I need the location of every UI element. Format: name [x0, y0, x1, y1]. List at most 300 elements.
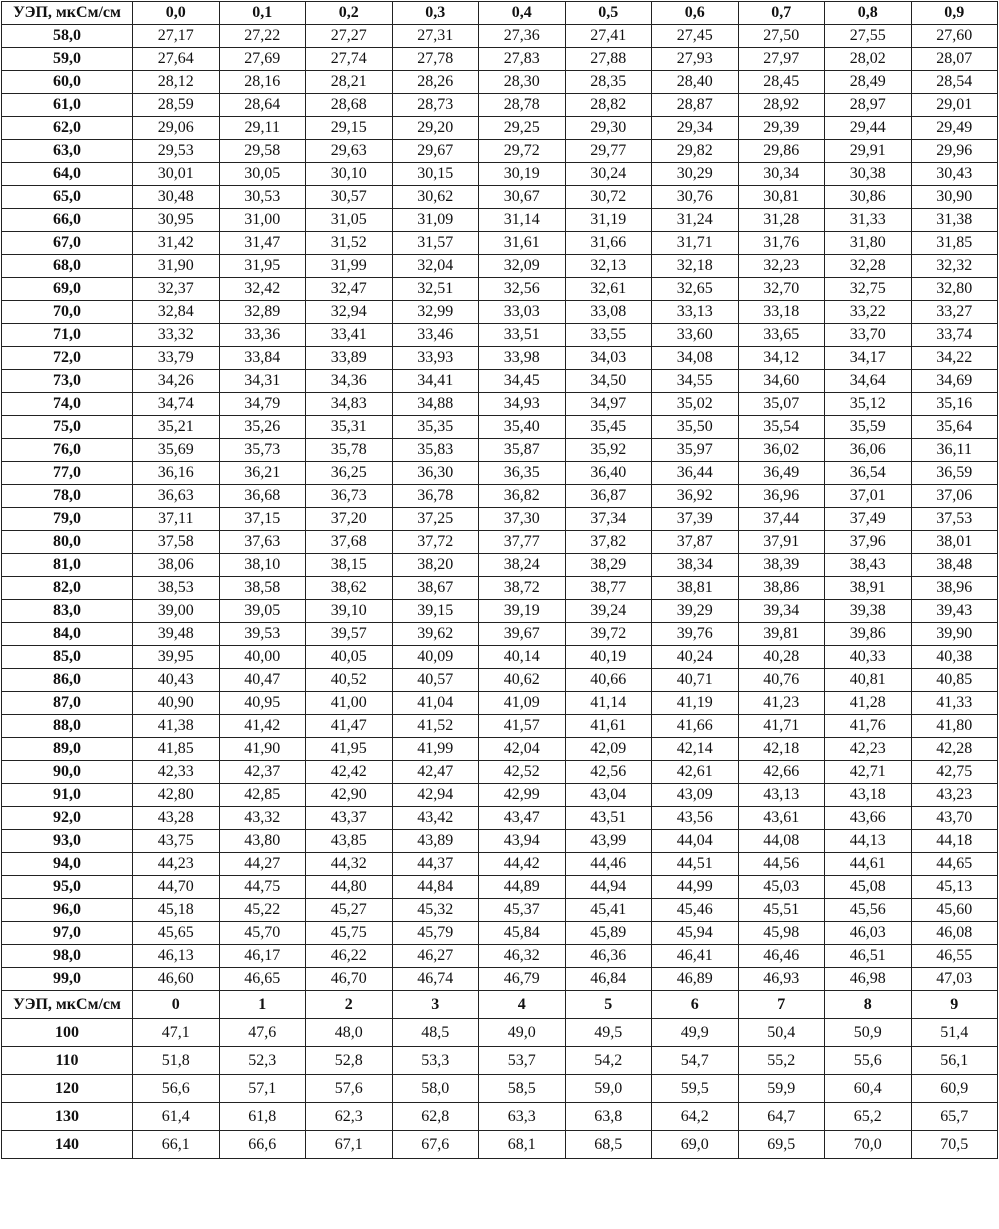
table-cell: 46,84	[565, 968, 652, 991]
table-cell: 39,00	[133, 600, 220, 623]
table-cell: 32,61	[565, 278, 652, 301]
table-row	[2, 278, 998, 301]
table-cell: 41,09	[479, 692, 566, 715]
table-cell: 42,71	[825, 761, 912, 784]
table-cell: 27,97	[738, 48, 825, 71]
table-cell: 28,68	[306, 94, 393, 117]
row-header-cell: 92,0	[2, 807, 133, 830]
table-cell: 29,63	[306, 140, 393, 163]
table-cell: 38,86	[738, 577, 825, 600]
table-cell: 27,45	[652, 25, 739, 48]
table-cell: 36,54	[825, 462, 912, 485]
table-cell: 28,07	[911, 48, 998, 71]
table-row	[2, 416, 998, 439]
table-cell: 45,56	[825, 899, 912, 922]
table-cell: 35,83	[392, 439, 479, 462]
table-cell: 32,51	[392, 278, 479, 301]
table-cell: 35,02	[652, 393, 739, 416]
table-cell: 55,2	[738, 1047, 825, 1075]
table-cell: 31,05	[306, 209, 393, 232]
table-cell: 66,1	[133, 1131, 220, 1159]
table-cell: 44,56	[738, 853, 825, 876]
table-cell: 45,46	[652, 899, 739, 922]
table-cell: 43,89	[392, 830, 479, 853]
table-cell: 40,38	[911, 646, 998, 669]
table-row	[2, 1047, 998, 1075]
table-cell: 30,19	[479, 163, 566, 186]
table-cell: 41,19	[652, 692, 739, 715]
table-cell: 31,19	[565, 209, 652, 232]
table-cell: 56,1	[911, 1047, 998, 1075]
table-cell: 44,23	[133, 853, 220, 876]
table-cell: 35,73	[219, 439, 306, 462]
table-cell: 37,68	[306, 531, 393, 554]
table-cell: 38,77	[565, 577, 652, 600]
table-cell: 38,43	[825, 554, 912, 577]
table-row	[2, 531, 998, 554]
table-cell: 50,9	[825, 1019, 912, 1047]
table-cell: 36,30	[392, 462, 479, 485]
table-cell: 40,24	[652, 646, 739, 669]
table-cell: 45,37	[479, 899, 566, 922]
table-cell: 38,15	[306, 554, 393, 577]
table-cell: 49,9	[652, 1019, 739, 1047]
column-header: 0,4	[479, 2, 566, 25]
row-header-cell: 65,0	[2, 186, 133, 209]
table-cell: 41,90	[219, 738, 306, 761]
table-cell: 38,39	[738, 554, 825, 577]
table-row	[2, 853, 998, 876]
table-cell: 46,51	[825, 945, 912, 968]
table-cell: 42,66	[738, 761, 825, 784]
table-cell: 36,02	[738, 439, 825, 462]
row-header-cell: 84,0	[2, 623, 133, 646]
column-header: 2	[306, 991, 393, 1019]
table-cell: 28,02	[825, 48, 912, 71]
table-cell: 64,7	[738, 1103, 825, 1131]
table-cell: 28,73	[392, 94, 479, 117]
table-cell: 41,61	[565, 715, 652, 738]
table-cell: 28,54	[911, 71, 998, 94]
table-cell: 35,12	[825, 393, 912, 416]
table-cell: 41,47	[306, 715, 393, 738]
table-row	[2, 899, 998, 922]
table-cell: 49,5	[565, 1019, 652, 1047]
table-cell: 38,24	[479, 554, 566, 577]
table-cell: 44,61	[825, 853, 912, 876]
table-cell: 70,0	[825, 1131, 912, 1159]
table-cell: 65,2	[825, 1103, 912, 1131]
table-cell: 44,32	[306, 853, 393, 876]
table-cell: 31,47	[219, 232, 306, 255]
table-cell: 40,81	[825, 669, 912, 692]
row-header-cell: 73,0	[2, 370, 133, 393]
table-cell: 67,6	[392, 1131, 479, 1159]
table-cell: 41,00	[306, 692, 393, 715]
row-header-cell: 83,0	[2, 600, 133, 623]
row-header-cell: 140	[2, 1131, 133, 1159]
table-cell: 28,12	[133, 71, 220, 94]
table-cell: 42,23	[825, 738, 912, 761]
table-row	[2, 186, 998, 209]
table-cell: 51,8	[133, 1047, 220, 1075]
table-cell: 31,85	[911, 232, 998, 255]
table-cell: 44,65	[911, 853, 998, 876]
table-cell: 45,41	[565, 899, 652, 922]
column-header: 1	[219, 991, 306, 1019]
table-cell: 45,22	[219, 899, 306, 922]
table-cell: 37,06	[911, 485, 998, 508]
table-row	[2, 761, 998, 784]
table-row	[2, 646, 998, 669]
table-cell: 43,18	[825, 784, 912, 807]
table-cell: 40,19	[565, 646, 652, 669]
table-cell: 40,14	[479, 646, 566, 669]
table-cell: 39,15	[392, 600, 479, 623]
table-cell: 43,80	[219, 830, 306, 853]
table-cell: 46,60	[133, 968, 220, 991]
table-cell: 35,54	[738, 416, 825, 439]
table-row	[2, 922, 998, 945]
row-header-cell: 120	[2, 1075, 133, 1103]
table-row	[2, 462, 998, 485]
table-row	[2, 485, 998, 508]
table-cell: 44,70	[133, 876, 220, 899]
table-cell: 64,2	[652, 1103, 739, 1131]
table-cell: 27,93	[652, 48, 739, 71]
table-cell: 36,96	[738, 485, 825, 508]
table-cell: 30,67	[479, 186, 566, 209]
row-header-cell: 75,0	[2, 416, 133, 439]
table-cell: 35,21	[133, 416, 220, 439]
table-cell: 38,72	[479, 577, 566, 600]
table-cell: 46,36	[565, 945, 652, 968]
table-cell: 27,27	[306, 25, 393, 48]
table-cell: 39,38	[825, 600, 912, 623]
table-cell: 39,90	[911, 623, 998, 646]
table-cell: 69,0	[652, 1131, 739, 1159]
table-cell: 40,57	[392, 669, 479, 692]
table-cell: 34,64	[825, 370, 912, 393]
table-cell: 28,64	[219, 94, 306, 117]
table-cell: 42,42	[306, 761, 393, 784]
table-cell: 34,60	[738, 370, 825, 393]
table-cell: 43,04	[565, 784, 652, 807]
row-header-cell: 67,0	[2, 232, 133, 255]
table-cell: 29,20	[392, 117, 479, 140]
table-cell: 29,44	[825, 117, 912, 140]
table-cell: 46,17	[219, 945, 306, 968]
table-cell: 43,47	[479, 807, 566, 830]
row-header-cell: 87,0	[2, 692, 133, 715]
table-cell: 27,55	[825, 25, 912, 48]
table-cell: 39,95	[133, 646, 220, 669]
table-cell: 28,82	[565, 94, 652, 117]
table-cell: 43,94	[479, 830, 566, 853]
table-cell: 37,25	[392, 508, 479, 531]
table-cell: 33,32	[133, 324, 220, 347]
table-cell: 40,90	[133, 692, 220, 715]
table-cell: 29,67	[392, 140, 479, 163]
table-cell: 30,38	[825, 163, 912, 186]
table-cell: 32,89	[219, 301, 306, 324]
table-cell: 41,80	[911, 715, 998, 738]
column-header: 0,1	[219, 2, 306, 25]
table-cell: 42,37	[219, 761, 306, 784]
table-cell: 41,99	[392, 738, 479, 761]
table-cell: 48,0	[306, 1019, 393, 1047]
table-cell: 40,76	[738, 669, 825, 692]
row-header-cell: 90,0	[2, 761, 133, 784]
row-header-cell: 78,0	[2, 485, 133, 508]
table-cell: 33,13	[652, 301, 739, 324]
table-cell: 36,11	[911, 439, 998, 462]
table-row	[2, 324, 998, 347]
table-cell: 50,4	[738, 1019, 825, 1047]
table-cell: 44,13	[825, 830, 912, 853]
table-cell: 33,74	[911, 324, 998, 347]
table-row	[2, 715, 998, 738]
column-header: 0,0	[133, 2, 220, 25]
table-cell: 44,04	[652, 830, 739, 853]
table-cell: 45,89	[565, 922, 652, 945]
row-header-cell: 72,0	[2, 347, 133, 370]
table-cell: 32,70	[738, 278, 825, 301]
table-cell: 43,32	[219, 807, 306, 830]
table-cell: 32,37	[133, 278, 220, 301]
table-cell: 43,70	[911, 807, 998, 830]
table-cell: 30,81	[738, 186, 825, 209]
table-cell: 27,83	[479, 48, 566, 71]
row-header-cell: 62,0	[2, 117, 133, 140]
table-cell: 42,33	[133, 761, 220, 784]
table-cell: 29,96	[911, 140, 998, 163]
table-cell: 54,7	[652, 1047, 739, 1075]
table-cell: 29,72	[479, 140, 566, 163]
table-cell: 40,47	[219, 669, 306, 692]
table-cell: 40,28	[738, 646, 825, 669]
table-cell: 39,57	[306, 623, 393, 646]
table-cell: 46,93	[738, 968, 825, 991]
table-cell: 36,06	[825, 439, 912, 462]
table-cell: 45,13	[911, 876, 998, 899]
column-header-uep: УЭП, мкСм/см	[2, 991, 133, 1019]
table-cell: 58,0	[392, 1075, 479, 1103]
table-cell: 44,46	[565, 853, 652, 876]
table-cell: 37,01	[825, 485, 912, 508]
table-cell: 37,91	[738, 531, 825, 554]
table-cell: 54,2	[565, 1047, 652, 1075]
table-cell: 37,87	[652, 531, 739, 554]
table-cell: 34,88	[392, 393, 479, 416]
table-cell: 38,10	[219, 554, 306, 577]
column-header: 0,7	[738, 2, 825, 25]
table-cell: 32,84	[133, 301, 220, 324]
table-cell: 41,85	[133, 738, 220, 761]
table-cell: 31,14	[479, 209, 566, 232]
table-cell: 28,16	[219, 71, 306, 94]
table-cell: 33,36	[219, 324, 306, 347]
table-cell: 29,34	[652, 117, 739, 140]
table-cell: 30,72	[565, 186, 652, 209]
table-cell: 28,49	[825, 71, 912, 94]
table-cell: 44,08	[738, 830, 825, 853]
table-cell: 42,28	[911, 738, 998, 761]
table-cell: 42,56	[565, 761, 652, 784]
table-cell: 29,39	[738, 117, 825, 140]
table-cell: 29,06	[133, 117, 220, 140]
column-header: 0,3	[392, 2, 479, 25]
table-cell: 42,85	[219, 784, 306, 807]
table-cell: 63,8	[565, 1103, 652, 1131]
table-cell: 43,51	[565, 807, 652, 830]
table-cell: 39,34	[738, 600, 825, 623]
table-cell: 45,75	[306, 922, 393, 945]
table-cell: 38,62	[306, 577, 393, 600]
table-cell: 43,13	[738, 784, 825, 807]
table-cell: 63,3	[479, 1103, 566, 1131]
table-cell: 30,43	[911, 163, 998, 186]
table-row	[2, 232, 998, 255]
table-row	[2, 25, 998, 48]
table-cell: 46,32	[479, 945, 566, 968]
table-cell: 56,6	[133, 1075, 220, 1103]
table-row	[2, 163, 998, 186]
table-cell: 35,78	[306, 439, 393, 462]
table-cell: 42,61	[652, 761, 739, 784]
table-cell: 29,49	[911, 117, 998, 140]
table-cell: 42,14	[652, 738, 739, 761]
table-cell: 37,72	[392, 531, 479, 554]
table-cell: 31,80	[825, 232, 912, 255]
table-cell: 32,47	[306, 278, 393, 301]
table-cell: 27,69	[219, 48, 306, 71]
table-cell: 35,59	[825, 416, 912, 439]
table-cell: 27,60	[911, 25, 998, 48]
table-cell: 46,27	[392, 945, 479, 968]
table-cell: 32,56	[479, 278, 566, 301]
table-cell: 34,41	[392, 370, 479, 393]
table-cell: 31,00	[219, 209, 306, 232]
table-cell: 39,48	[133, 623, 220, 646]
table-cell: 40,95	[219, 692, 306, 715]
row-header-cell: 63,0	[2, 140, 133, 163]
table-row	[2, 1103, 998, 1131]
table-cell: 29,30	[565, 117, 652, 140]
row-header-cell: 59,0	[2, 48, 133, 71]
table-cell: 70,5	[911, 1131, 998, 1159]
table-cell: 33,60	[652, 324, 739, 347]
table-cell: 38,48	[911, 554, 998, 577]
table-cell: 45,98	[738, 922, 825, 945]
table-cell: 33,03	[479, 301, 566, 324]
table-cell: 31,57	[392, 232, 479, 255]
table-cell: 42,75	[911, 761, 998, 784]
column-header: 9	[911, 991, 998, 1019]
table-cell: 30,57	[306, 186, 393, 209]
table-cell: 36,68	[219, 485, 306, 508]
table-cell: 61,8	[219, 1103, 306, 1131]
table-cell: 32,75	[825, 278, 912, 301]
table-cell: 44,18	[911, 830, 998, 853]
table-cell: 29,15	[306, 117, 393, 140]
table-cell: 44,84	[392, 876, 479, 899]
table-cell: 45,94	[652, 922, 739, 945]
table-cell: 39,81	[738, 623, 825, 646]
table-cell: 30,90	[911, 186, 998, 209]
table-row	[2, 623, 998, 646]
table-cell: 43,85	[306, 830, 393, 853]
header-row	[2, 2, 998, 25]
table-cell: 36,82	[479, 485, 566, 508]
table-cell: 29,01	[911, 94, 998, 117]
table-cell: 42,47	[392, 761, 479, 784]
table-cell: 32,32	[911, 255, 998, 278]
row-header-cell: 68,0	[2, 255, 133, 278]
table-cell: 43,42	[392, 807, 479, 830]
table-cell: 37,11	[133, 508, 220, 531]
table-cell: 36,92	[652, 485, 739, 508]
table-cell: 34,69	[911, 370, 998, 393]
row-header-cell: 81,0	[2, 554, 133, 577]
table-cell: 60,9	[911, 1075, 998, 1103]
table-cell: 43,23	[911, 784, 998, 807]
table-cell: 30,62	[392, 186, 479, 209]
table-cell: 40,33	[825, 646, 912, 669]
table-cell: 32,18	[652, 255, 739, 278]
table-cell: 45,18	[133, 899, 220, 922]
row-header-cell: 60,0	[2, 71, 133, 94]
table-row	[2, 71, 998, 94]
table-body	[2, 2, 998, 1159]
table-cell: 36,16	[133, 462, 220, 485]
table-cell: 34,55	[652, 370, 739, 393]
table-cell: 40,00	[219, 646, 306, 669]
table-cell: 30,76	[652, 186, 739, 209]
table-cell: 39,10	[306, 600, 393, 623]
table-cell: 29,11	[219, 117, 306, 140]
table-cell: 43,37	[306, 807, 393, 830]
table-cell: 39,62	[392, 623, 479, 646]
table-cell: 37,15	[219, 508, 306, 531]
table-cell: 41,95	[306, 738, 393, 761]
table-cell: 31,95	[219, 255, 306, 278]
table-cell: 46,89	[652, 968, 739, 991]
table-cell: 67,1	[306, 1131, 393, 1159]
table-cell: 62,8	[392, 1103, 479, 1131]
table-cell: 42,18	[738, 738, 825, 761]
table-row	[2, 48, 998, 71]
table-cell: 34,17	[825, 347, 912, 370]
table-cell: 40,85	[911, 669, 998, 692]
table-cell: 32,09	[479, 255, 566, 278]
row-header-cell: 70,0	[2, 301, 133, 324]
column-header: 6	[652, 991, 739, 1019]
table-cell: 43,99	[565, 830, 652, 853]
table-row	[2, 577, 998, 600]
table-cell: 60,4	[825, 1075, 912, 1103]
table-cell: 44,89	[479, 876, 566, 899]
table-cell: 41,38	[133, 715, 220, 738]
table-cell: 69,5	[738, 1131, 825, 1159]
row-header-cell: 80,0	[2, 531, 133, 554]
row-header-cell: 82,0	[2, 577, 133, 600]
table-cell: 27,74	[306, 48, 393, 71]
table-cell: 41,33	[911, 692, 998, 715]
table-cell: 38,58	[219, 577, 306, 600]
table-cell: 47,03	[911, 968, 998, 991]
table-row	[2, 347, 998, 370]
